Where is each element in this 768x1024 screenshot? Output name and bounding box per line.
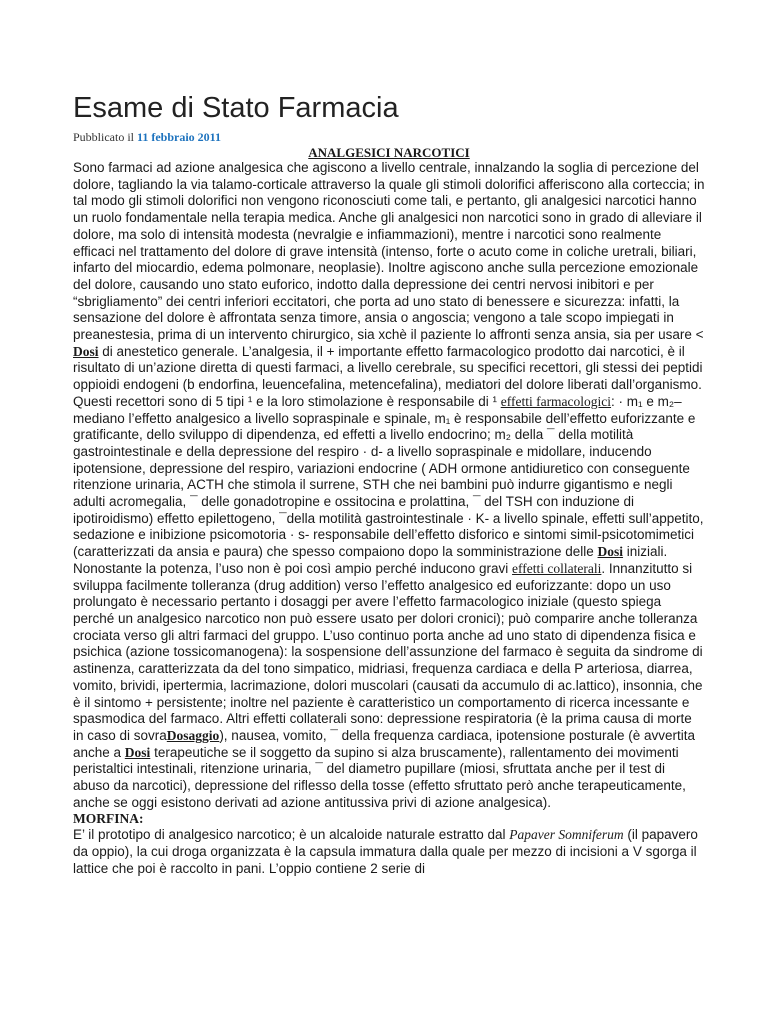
body-text-7: terapeutiche se il soggetto da supino si alza bruscamente), rallentamento dei movimenti peristaltici intestinali, ritenzione urinaria, ¯ del diametro pupillare (miosi, sfruttata anche per il test di abuso da narcotici), depressione del riflesso della tosse (effetto sfruttato però anche terapeuticamente, anche se oggi esistono derivati ad azione antitussiva privi di azione analgesica). xyxy=(73,744,686,810)
body-text-3: : · m₁ e m₂– mediano l’effetto analgesico a livello sopraspinale e spinale, m₁ è responsabile dell’effetto euforizzante e gratificante, dello sviluppo di dipendenza, ed effetti a livello endocrino; m₂ della ¯ della motilità gastrointestinale e della depressione del respiro · d- a livello sopraspinale e midollare, inducendo ipotensione, depressione del respiro, variazioni endocrine ( ADH ormone antidiuretico con conseguente ritenzione urinaria, ACTH che stimola il surrene, STH che nei bambini può indurre gigantismo e negli adulti acromegalia, ¯ delle gonadotropine e ossitocina e prolattina, ¯ del TSH con induzione di ipotiroidismo) effetto epilettogeno, ¯della motilità gastrointestinale · K- a livello spinale, effetti sull’appetito, sedazione e inibizione psicomotoria · s- responsabile dell’effetto disforico e sintomi simil-psicotomimetici (caratterizzati da ansia e paura) che spesso compaiono dopo la somministrazione delle xyxy=(73,393,704,560)
body-text-5: . Innanzitutto si sviluppa facilmente tolleranza (drug addition) verso l’effetto analgesico ed euforizzante: dopo un uso prolungato è necessario pertanto i dosaggi per avere l’effetto farmacologico iniziale (questo spiega perché un analgesico narcotico non può essere usato per dolori cronici); può comparire anche tolleranza crociata verso gli altri farmaci del gruppo. L’uso continuo porta anche ad uno stato di dipendenza fisica e psichica (azione tossicomanogena): la sospensione dell’assunzione del farmaco è seguita da sindrome di astinenza, caratterizzata da del tono simpatico, midriasi, frequenza cardiaca e della P arteriosa, diarrea, vomito, brividi, ipertermia, lacrimazione, dolori muscolari (causati da accumulo di ac.lattico), insonnia, che è il sintomo + persistente; inoltre nel paziente è caratteristico un comportamento di ricerca incessante e spasmodica del farmaco. Altri effetti collaterali sono: depressione respiratoria (è la prima causa di morte in caso di sovra xyxy=(73,560,703,743)
document-page xyxy=(73,80,705,878)
morfina-text-2: (il papavero da oppio), la cui droga organizzata è la capsula immatura dalla quale per mezzo di incisioni a V sgorga il lattice che poi è raccolto in pani. L’oppio contiene 2 serie di xyxy=(73,827,698,876)
body-text-6: ), nausea, vomito, ¯ della frequenza cardiaca, ipotensione posturale (è avvertita anche a xyxy=(73,727,696,760)
effetti-farmacologici-link[interactable]: effetti farmacologici xyxy=(500,393,612,409)
body-text-2: di anestetico generale. L’analgesia, il + importante effetto farmacologico prodotto dai narcotici, è il risultato di un’azione diretta di questi farmaci, a livello cerebrale, su specifici recettori, gli stessi dei peptidi oppioidi endogeni (b endorfina, leuencefalina, metencefalina), mediatori del dolore liberati dall’organismo. Questi recettori sono di 5 tipi ¹ e la loro stimolazione è responsabile di ¹ xyxy=(73,343,703,409)
morfina-heading: MORFINA: xyxy=(73,811,144,827)
dosi-link-3[interactable]: Dosi xyxy=(124,744,151,760)
morfina-paragraph xyxy=(73,827,705,877)
published-prefix: Pubblicato il xyxy=(73,130,137,144)
article-body xyxy=(73,160,705,878)
body-text-4: iniziali. Nonostante la potenza, l’uso non è poi così ampio perché inducono gravi xyxy=(73,544,668,576)
body-paragraph xyxy=(73,160,705,811)
effetti-collaterali-link[interactable]: effetti collaterali xyxy=(512,560,602,576)
page-title: Esame di Stato Farmacia xyxy=(73,92,399,124)
dosi-link-1[interactable]: Dosi xyxy=(73,343,99,359)
papaver-somniferum-text: Papaver Somniferum xyxy=(509,827,624,843)
section-heading: ANALGESICI NARCOTICI xyxy=(308,145,470,160)
dosi-link-2[interactable]: Dosi xyxy=(597,544,624,560)
body-text-1: Sono farmaci ad azione analgesica che agiscono a livello centrale, innalzando la soglia di percezione del dolore, tagliando la via talamo-corticale attraverso la quale gli stimoli dolorifici afferiscono alla corteccia; in tal modo gli stimoli dolorifici non vengono riconosciuti come tali, e pertanto, gli analgesici narcotici hanno un ruolo fondamentale nella terapia medica. Anche gli analgesici non narcotici sono in grado di alleviare il dolore, ma solo di intensità modesta (nevralgie e infiammazioni), mentre i narcotici sono realmente efficaci nel trattamento del dolore di grave intensità (intenso, forte o acuto come in coliche uretrali, biliari, infarto del miocardio, edema polmonare, neoplasie). Inoltre agiscono anche sulla percezione emozionale del dolore, causando uno stato euforico, indotto dalla depressione dei centri nervosi inibitori e per “sbrigliamento” dei centri inferiori eccitatori, che porta ad uno stato di benessere e sicurezza: infatti, la sensazione del dolore è affrontata senza timore, ansia o angoscia; vengono a tale scopo impiegati in preanestesia, prima di un intervento chirurgico, sia xchè il paziente lo affronti senza ansia, sia per usare < xyxy=(73,160,705,343)
dosaggio-link[interactable]: Dosaggio xyxy=(166,727,220,743)
published-line xyxy=(73,130,705,144)
morfina-text-1: E’ il prototipo di analgesico narcotico; è un alcaloide naturale estratto dal xyxy=(73,827,510,843)
published-date-link[interactable]: 11 febbraio 2011 xyxy=(137,130,222,144)
